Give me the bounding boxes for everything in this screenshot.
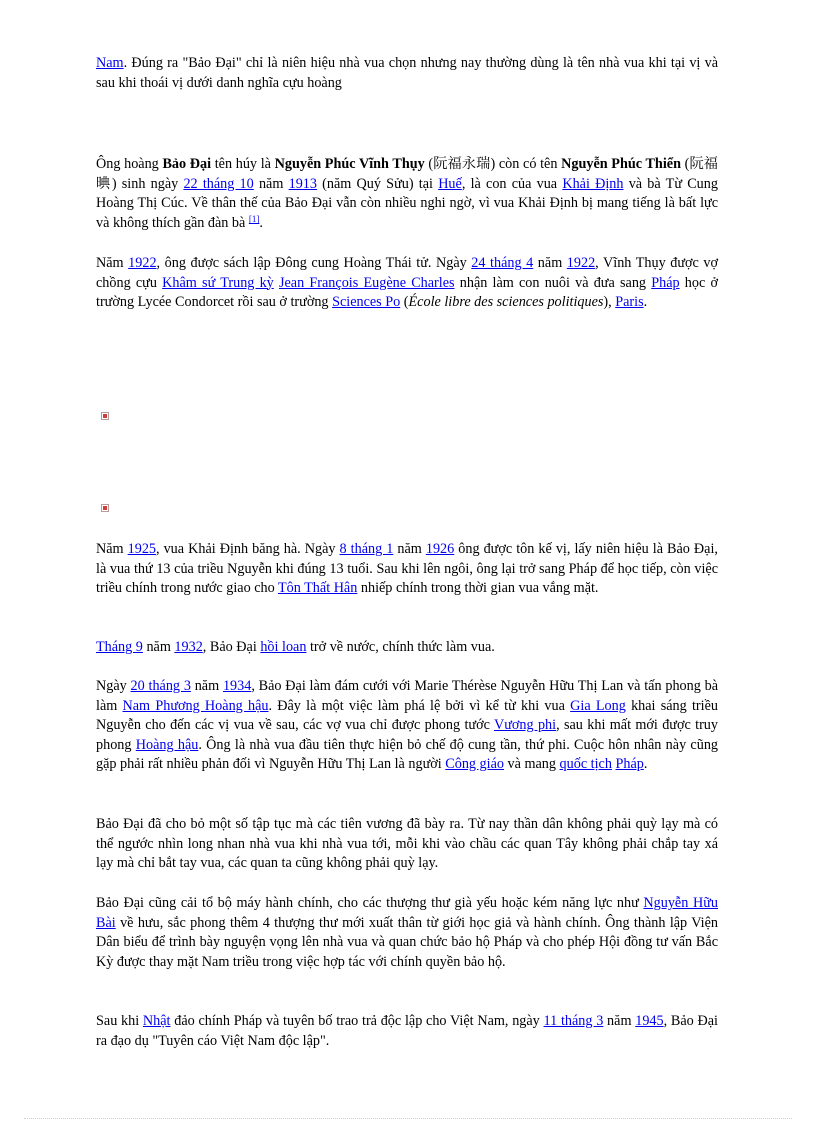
paragraph-accession: Năm 1925, vua Khải Định băng hà. Ngày 8 tháng 1 năm 1926 ông được tôn kế vị, lấy niên hiệu là Bảo Đại, là vua thứ 13 của triều Nguyễn khi đúng 13 tuổi. Sau khi lên ngôi, ông lại trở sang Pháp để học tiếp, còn việc triều chính trong nước giao cho Tôn Thất Hân nhiếp chính trong thời gian vua vắng mặt.: [96, 541, 718, 597]
broken-image-icon[interactable]: [101, 504, 109, 512]
link-phap[interactable]: Pháp: [651, 274, 680, 291]
link-quoc-tich[interactable]: quốc tịch: [559, 756, 612, 773]
broken-image-icon[interactable]: [101, 412, 109, 420]
link-1922[interactable]: 1922: [128, 255, 157, 271]
link-1925[interactable]: 1925: [127, 541, 156, 557]
link-ton-that-han[interactable]: Tôn Thất Hân: [278, 580, 358, 597]
name-bao-dai: Bảo Đại: [162, 156, 212, 172]
paragraph-customs: Bảo Đại đã cho bỏ một số tập tục mà các tiên vương đã bày ra. Từ nay thần dân không phải quỳ lạy mà có thể ngước nhìn long nhan nhà vua khi nhà vua tới, mỗi khi vào chầu các quan Tây không phải chắp tay xá lạy mà chỉ bắt tay vua, các quan ta cũng không phải quỳ lạy.: [96, 816, 718, 872]
paragraph-independence: Sau khi Nhật đảo chính Pháp và tuyên bố trao trả độc lập cho Việt Nam, ngày 11 tháng 3 năm 1945, Bảo Đại ra đạo dụ "Tuyên cáo Việt Nam độc lập".: [96, 1013, 718, 1049]
link-khai-dinh[interactable]: Khải Định: [562, 175, 624, 192]
link-jean-charles[interactable]: Jean François Eugène Charles: [278, 274, 455, 291]
link-paris[interactable]: Paris: [615, 294, 644, 311]
link-1913[interactable]: 1913: [288, 175, 317, 192]
link-24-thang-4[interactable]: 24 tháng 4: [471, 255, 534, 271]
link-1932[interactable]: 1932: [174, 639, 203, 655]
paragraph-marriage: Ngày 20 tháng 3 năm 1934, Bảo Đại làm đám cưới với Marie Thérèse Nguyễn Hữu Thị Lan và tấn phong bà làm Nam Phương Hoàng hậu. Đây là một việc làm phá lệ bởi vì kể từ khi vua Gia Long khai sáng triều Nguyễn cho đến các vị vua về sau, các vợ vua chỉ được phong tước Vương phi, sau khi mất mới được truy phong Hoàng hậu. Ông là nhà vua đầu tiên thực hiện bỏ chế độ cung tần, thứ phi. Cuộc hôn nhân này cũng gặp phải rất nhiều phản đối vì Nguyễn Hữu Thị Lan là người Công giáo và mang quốc tịch Pháp.: [96, 678, 719, 773]
footnote-ref[interactable]: [1]: [248, 213, 260, 224]
link-1934[interactable]: 1934: [222, 678, 252, 694]
paragraph-reform: Bảo Đại cũng cải tổ bộ máy hành chính, cho các thượng thư già yếu hoặc kém năng lực như Nguyễn Hữu Bài về hưu, sắc phong thêm 4 thượng thư mới xuất thân từ giới học giả và hành chính. Ông thành lập Viện Dân biểu để trình bày nguyện vọng lên nhà vua và quan chức bảo hộ Pháp và cho phép Hội đồng tư vấn Bắc Kỳ được thay mặt Nam triều trong việc hợp tác với chính quyền bảo hộ.: [96, 895, 718, 970]
link-birthdate[interactable]: 22 tháng 10: [183, 175, 254, 192]
paragraph-intro: Nam. Đúng ra "Bảo Đại" chỉ là niên hiệu nhà vua chọn nhưng nay thường dùng là tên nhà vua khi tại vị và sau khi thoái vị dưới danh nghĩa cựu hoàng: [96, 55, 718, 91]
page-bottom-divider: [24, 1118, 792, 1119]
paragraph-birth: Ông hoàng Bảo Đại tên húy là Nguyễn Phúc Vĩnh Thụy (阮福永瑞) còn có tên Nguyễn Phúc Thiển (阮福晪) sinh ngày 22 tháng 10 năm 1913 (năm Quý Sửu) tại Huế, là con của vua Khải Định và bà Từ Cung Hoàng Thị Cúc. Về thân thế của Bảo Đại vẫn còn nhiều nghi ngờ, vì vua Khải Định bị mang tiếng là bất lực và không thích gần đàn bà [1].: [96, 156, 718, 231]
link-20-thang-3[interactable]: 20 tháng 3: [130, 678, 191, 694]
link-1922-b[interactable]: 1922: [566, 255, 596, 271]
link-hue[interactable]: Huế: [438, 175, 462, 192]
link-nam[interactable]: Nam: [96, 55, 124, 71]
link-kham-su[interactable]: Khâm sứ Trung kỳ: [162, 274, 274, 291]
link-sciences-po[interactable]: Sciences Po: [332, 294, 401, 311]
link-nhat[interactable]: Nhật: [142, 1013, 171, 1029]
link-hoang-hau[interactable]: Hoàng hậu: [135, 736, 199, 753]
link-vuong-phi[interactable]: Vương phi: [493, 717, 557, 734]
link-gia-long[interactable]: Gia Long: [570, 697, 626, 714]
paragraph-return: Tháng 9 năm 1932, Bảo Đại hồi loan trở về nước, chính thức làm vua.: [96, 639, 495, 655]
name-vinh-thuy: Nguyễn Phúc Vĩnh Thụy: [274, 156, 425, 172]
link-phap-b[interactable]: Pháp: [615, 756, 644, 773]
paragraph-education: Năm 1922, ông được sách lập Đông cung Hoàng Thái tử. Ngày 24 tháng 4 năm 1922, Vĩnh Thụy được vợ chồng cựu Khâm sứ Trung kỳ Jean François Eugène Charles nhận làm con nuôi và đưa sang Pháp học ở trường Lycée Condorcet rồi sau ở trường Sciences Po (École libre des sciences politiques), Paris.: [96, 255, 718, 311]
name-phuc-thien: Nguyễn Phúc Thiển: [561, 156, 681, 172]
link-nguyen-huu-bai[interactable]: Nguyễn Hữu Bài: [96, 895, 718, 931]
link-cong-giao[interactable]: Công giáo: [445, 756, 504, 773]
link-thang-9[interactable]: Tháng 9: [96, 639, 143, 655]
link-1945[interactable]: 1945: [635, 1013, 664, 1029]
link-hoi-loan[interactable]: hồi loan: [260, 639, 307, 655]
link-11-thang-3[interactable]: 11 tháng 3: [543, 1013, 604, 1029]
link-nam-phuong[interactable]: Nam Phương Hoàng hậu: [122, 697, 269, 714]
link-1926[interactable]: 1926: [425, 541, 455, 557]
link-8-thang-1[interactable]: 8 tháng 1: [339, 541, 394, 557]
